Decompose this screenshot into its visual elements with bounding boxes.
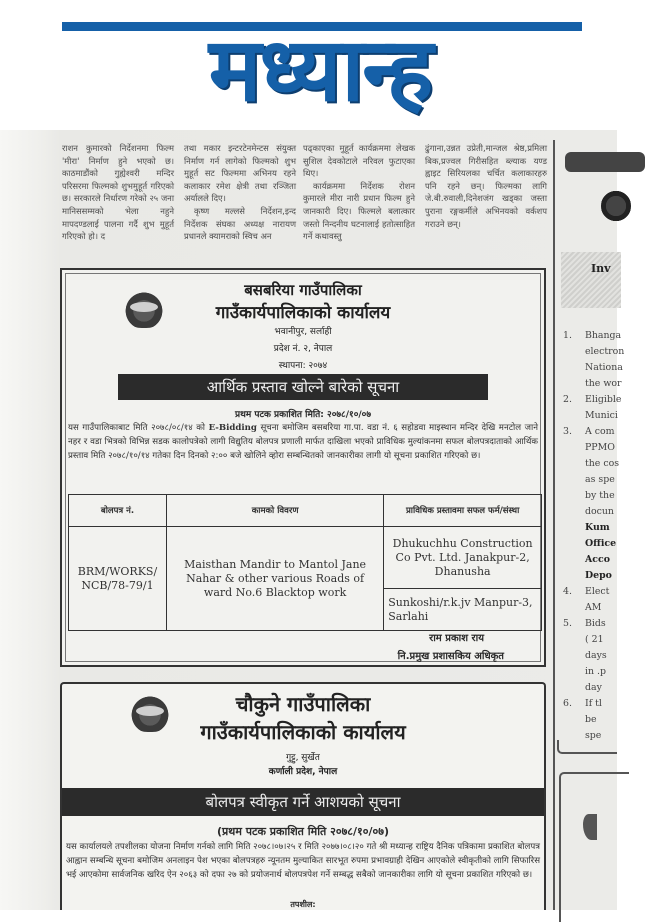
newspaper-logo: मध्यान्ह bbox=[208, 18, 432, 121]
side-list-line bbox=[563, 344, 624, 360]
list-text: Kum bbox=[585, 522, 610, 533]
emblem-fragment-icon bbox=[583, 814, 597, 840]
list-text: A com bbox=[585, 426, 615, 437]
header-bid-no: बोलपत्र नं. bbox=[69, 495, 167, 527]
list-text: Office bbox=[585, 538, 617, 549]
list-text: in .p bbox=[585, 666, 606, 677]
description-cell: Maisthan Mandir to Mantol Jane Nahar & other various Roads of ward No.6 Blacktop work bbox=[166, 527, 383, 631]
list-text: Munici bbox=[585, 410, 618, 421]
side-list-line bbox=[563, 504, 624, 520]
news-column-4 bbox=[425, 142, 547, 230]
table-header-row bbox=[69, 495, 542, 527]
news-paragraph: कार्यक्रममा निर्देशक रोशन कुमारले मीरा नारी प्रधान फिल्म हुने जानकारी दिए। फिल्मले बलात्कार जस्तो निन्दनीय घटनालाई हतोत्साहित गर्ने कथावस्तु bbox=[303, 180, 415, 242]
list-text: day bbox=[585, 682, 602, 693]
list-text: spe bbox=[585, 730, 602, 741]
side-list-line bbox=[563, 472, 624, 488]
list-text: PPMO bbox=[585, 442, 615, 453]
side-list-line bbox=[563, 360, 624, 376]
side-list-line bbox=[563, 552, 624, 568]
list-text: docun bbox=[585, 506, 614, 517]
side-list-line bbox=[563, 376, 624, 392]
column-divider bbox=[553, 140, 555, 910]
masthead bbox=[0, 0, 617, 130]
side-box-bottom bbox=[557, 740, 617, 754]
header-description: कामको विवरण bbox=[166, 495, 383, 527]
side-list bbox=[563, 328, 624, 744]
side-list-line bbox=[563, 616, 624, 632]
side-heading: Inv bbox=[591, 262, 611, 275]
address: भवानीपुर, सर्लाही bbox=[274, 327, 332, 337]
list-text: the cos bbox=[585, 458, 620, 469]
news-column-3 bbox=[303, 142, 415, 243]
list-number: 1. bbox=[563, 330, 572, 341]
body-bold: E-Bidding bbox=[208, 423, 257, 433]
side-list-line bbox=[563, 584, 624, 600]
notice-financial-proposal bbox=[60, 268, 546, 667]
side-list-line bbox=[563, 456, 624, 472]
notice-body bbox=[68, 421, 538, 463]
list-number: 4. bbox=[563, 586, 572, 597]
list-text: AM bbox=[585, 602, 602, 613]
signatory-title: नि.प्रमुख प्रशासकिय अधिकृत bbox=[397, 651, 504, 662]
side-list-line bbox=[563, 600, 624, 616]
org-name: चौकुने गाउँपालिका bbox=[235, 692, 371, 716]
nepal-emblem-icon bbox=[601, 186, 631, 226]
header-firm: प्राविधिक प्रस्तावमा सफल फर्म/संस्था bbox=[384, 495, 542, 527]
signatory-name: राम प्रकाश राय bbox=[429, 633, 484, 644]
list-text: by the bbox=[585, 490, 615, 501]
list-text: as spe bbox=[585, 474, 615, 485]
list-text: Nationa bbox=[585, 362, 623, 373]
list-text: Eligible bbox=[585, 394, 622, 405]
list-text: ( 21 bbox=[585, 634, 604, 645]
news-column-2 bbox=[184, 142, 296, 243]
news-paragraph: राशन कुमारको निर्देशनमा फिल्म 'मीरा' निर्माण हुने भएको छ। काठमाडौंको गुह्येश्वरी मन्दिर परिसरमा फिल्मको शुभमुहूर्त गरिएको छ। सरकारले निर्धारण गरेको २५ जना मानिससम्मको भेला नहुने मापदण्डलाई पालना गर्दै शुभ मुहूर्त गरिएको हो। द bbox=[62, 143, 174, 242]
province: कर्णाली प्रदेश, नेपाल bbox=[268, 767, 338, 777]
detail-label: तपशील: bbox=[290, 900, 316, 909]
side-list-line bbox=[563, 328, 624, 344]
list-text: Bids bbox=[585, 618, 606, 629]
side-list-line bbox=[563, 536, 624, 552]
list-text: Acco bbox=[585, 554, 610, 565]
org-name: बसबरिया गाउँपालिका bbox=[244, 281, 362, 299]
side-list-line bbox=[563, 408, 624, 424]
notice-banner: बोलपत्र स्वीकृत गर्ने आशयको सूचना bbox=[62, 788, 544, 816]
firm-cell: Dhukuchhu Construction Co Pvt. Ltd. Janakpur-2, Dhanusha bbox=[384, 527, 542, 589]
side-header-bar bbox=[565, 152, 645, 172]
list-text: days bbox=[585, 650, 607, 661]
firm-cell: Sunkoshi/r.k.jv Manpur-3, Sarlahi bbox=[384, 589, 542, 631]
tender-table bbox=[68, 494, 542, 631]
list-number: 6. bbox=[563, 698, 572, 709]
news-paragraph: पढ्काएका मुहूर्त कार्यक्रममा लेखक सुशिल देवकोटाले नरिवल फुटाएका थिए। bbox=[303, 143, 415, 179]
side-list-line bbox=[563, 392, 624, 408]
news-paragraph: कृष्ण मल्लसे निर्देशन,इन्द निर्देशक संघका अध्यक्ष नारायण प्रधानले क्यामराको स्विच अन bbox=[184, 205, 296, 242]
table-row bbox=[69, 527, 542, 589]
side-list-line bbox=[563, 440, 624, 456]
side-list-line bbox=[563, 488, 624, 504]
publication-date: (प्रथम पटक प्रकाशित मिति २०७८/१०/०७) bbox=[217, 825, 389, 838]
side-list-line bbox=[563, 696, 624, 712]
side-list-line bbox=[563, 568, 624, 584]
side-list-line bbox=[563, 712, 624, 728]
side-list-line bbox=[563, 520, 624, 536]
province: प्रदेश नं. २, नेपाल bbox=[273, 344, 333, 354]
body-text: यस गाउँपालिकाबाट मिति २०७८/०८/१४ को bbox=[68, 423, 209, 433]
notice-body: यस कार्यालयले तपशीलका योजना निर्माण गर्नको लागि मिति २०७८।०७।२५ र मिति २०७७।०८।२० गते श्री मध्यान्ह राष्ट्रिय दैनिक पत्रिकामा प्रकाशित बोलपत्र आह्वान सम्बन्धि सूचना बमोजिम अनलाइन पेश भएका बोलपत्रहरु न्यूनतम मुल्याकित सारभूत रुपमा प्रभावग्राही देखिन आएकोले स्वीकृतीको लागि सिफारिस भई आएकोमा सार्वजनिक खरिद ऐन २०६३ को दफा २७ को प्रयोजनार्थ बोलपत्रपेश गर्ने सम्बद्ध सबैको जानकारीका लागि यो सूचना प्रकाशित गरिएको छ। bbox=[66, 842, 540, 880]
established: स्थापना: २०७४ bbox=[278, 361, 328, 371]
side-list-line bbox=[563, 424, 624, 440]
side-list-line bbox=[563, 680, 624, 696]
list-text: Bhanga bbox=[585, 330, 622, 341]
side-list-line bbox=[563, 648, 624, 664]
office-name: गाउँकार्यपालिकाको कार्यालय bbox=[200, 720, 406, 744]
address: गुट्टु, सुर्खेत bbox=[286, 753, 320, 763]
publication-date: प्रथम पटक प्रकाशित मिति: २०७८/१०/०७ bbox=[234, 410, 372, 420]
list-text: the wor bbox=[585, 378, 622, 389]
news-column-1 bbox=[62, 142, 174, 243]
news-paragraph: तथा मकार इन्टरटेनमेन्टस संयुक्त निर्माण गर्न लागेको फिल्मको शुभ मुहूर्त सट फिल्ममा अभिनय रहने कलाकार रमेश क्षेत्री तथा रञ्जिता अर्यालले दिए। bbox=[184, 143, 296, 204]
list-text: Elect bbox=[585, 586, 610, 597]
office-name: गाउँकार्यपालिकाको कार्यालय bbox=[215, 303, 391, 323]
side-list-line bbox=[563, 664, 624, 680]
list-number: 5. bbox=[563, 618, 572, 629]
list-text: If tl bbox=[585, 698, 602, 709]
side-list-line bbox=[563, 632, 624, 648]
news-paragraph: ढुंगाना,उन्नत उप्रेती,मान्जल श्रेष्ठ,प्रमिला बिक,प्रज्वल गिरीसहित ब्ल्याक यण्ड ह्वाइट सिरियलका चर्चित कलाकारहरु पनि रहने छन्। फिल्मका लागि जे.बी.रुवाली,दिनेशजंग खड्का जस्ता पुराना रङ्गकर्मीले अभिनयको वर्कशप गराउने छन्। bbox=[425, 143, 547, 229]
notice-bid-acceptance bbox=[60, 682, 546, 910]
notice-banner: आर्थिक प्रस्ताव खोल्ने बारेको सूचना bbox=[118, 374, 488, 400]
side-notice bbox=[557, 140, 625, 910]
side-heading-band bbox=[561, 252, 621, 308]
side-next-notice bbox=[559, 772, 629, 922]
list-number: 3. bbox=[563, 426, 572, 437]
body-text: सूचना बमोजिम बसबरिया गा.पा. वडा नं. ६ सहोडवा माइस्थान मन्दिर देखि मनटोल जाने नहर र वडा भित्रको विभिन्न सडक कालोपत्रेको लागी विद्युतिय बोलपत्र प्रणाली मार्फत दाखिला भएको प्राविधिक मुल्यांकनमा सफल बोलपत्रदाताको आर्थिक प्रस्ताव मिति २०७८/१०/१४ गतेका दिन दिनको २:०० बजे खोलिने व्होरा सम्बन्धितको जानकारीका लागी यो सूचना प्रकाशित गरिएको छ। bbox=[68, 423, 539, 461]
list-text: electron bbox=[585, 346, 625, 357]
list-text: be bbox=[585, 714, 597, 725]
list-text: Depo bbox=[585, 570, 612, 581]
list-number: 2. bbox=[563, 394, 572, 405]
bid-no-cell: BRM/WORKS/ NCB/78-79/1 bbox=[69, 527, 167, 631]
